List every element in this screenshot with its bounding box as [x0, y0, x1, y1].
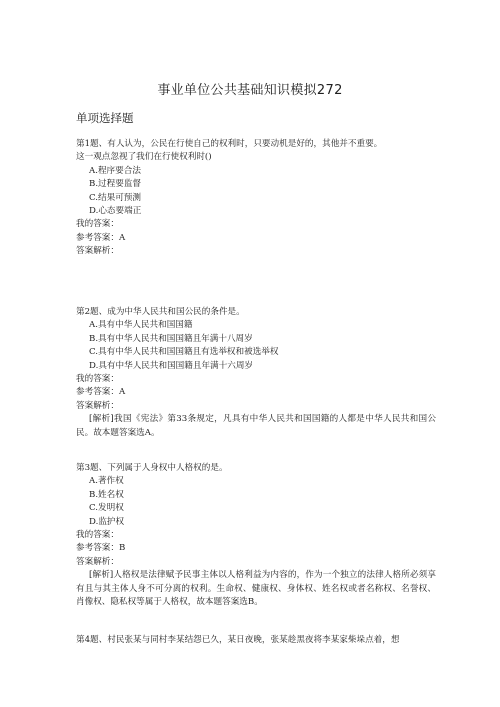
question-4 — [76, 634, 436, 647]
question-stem-line: 这一观点忽视了我们在行使权利时() — [76, 152, 212, 163]
reference-answer: 参考答案：B — [76, 543, 126, 554]
option-c: C.具有中华人民共和国国籍且有选举权和被选举权 — [89, 347, 279, 358]
option-c: C.发明权 — [89, 503, 124, 514]
option-d: D.具有中华人民共和国国籍且年满十六周岁 — [89, 360, 254, 371]
question-2 — [76, 306, 436, 440]
option-d: D.心态要端正 — [89, 205, 142, 216]
option-d: D.监护权 — [89, 516, 125, 527]
question-1 — [76, 138, 436, 259]
option-b: B.姓名权 — [89, 489, 124, 500]
section-heading: 单项选择题 — [76, 111, 134, 125]
analysis-label: 答案解析： — [76, 556, 119, 567]
question-stem-line: 第3题、下列属于人身权中人格权的是。 — [76, 463, 228, 473]
option-b: B.具有中华人民共和国国籍且年满十八周岁 — [89, 333, 253, 344]
my-answer-label: 我的答案： — [76, 373, 119, 384]
page-title: 事业单位公共基础知识模拟272 — [157, 83, 343, 98]
analysis-label: 答案解析： — [76, 400, 119, 411]
analysis-text: [解析]我国《宪法》第33条规定，凡具有中华人民共和国国籍的人都是中华人民共和国公民。故本题答案选A。 — [76, 414, 436, 438]
question-stem-line: 第2题、成为中华人民共和国公民的条件是。 — [76, 307, 245, 317]
question-3 — [76, 462, 436, 609]
option-c: C.结果可预测 — [89, 192, 141, 203]
option-a: A.著作权 — [89, 476, 124, 487]
option-a: A.程序要合法 — [89, 165, 141, 176]
option-b: B.过程要监督 — [89, 179, 142, 190]
my-answer-label: 我的答案： — [76, 529, 119, 540]
my-answer-label: 我的答案： — [76, 219, 119, 230]
option-a: A.具有中华人民共和国国籍 — [89, 320, 193, 331]
reference-answer: 参考答案：A — [76, 232, 126, 243]
question-stem-line: 第1题、有人认为，公民在行使自己的权利时，只要动机是好的，其他并不重要。 — [76, 139, 383, 149]
analysis-label: 答案解析： — [76, 246, 119, 257]
reference-answer: 参考答案：A — [76, 387, 126, 398]
analysis-text: [解析]人格权是法律赋予民事主体以人格利益为内容的，作为一个独立的法律人格所必须享有且与其主体人身不可分离的权利。生命权、健康权、身体权、姓名权或者名称权、名誉权、肖像权、隐私权等属于人格权，故本题答案选B。 — [76, 570, 436, 607]
question-stem-line: 第4题、村民张某与同村李某结怨已久，某日夜晚，张某趁黑夜将李某家柴垛点着，想 — [76, 635, 400, 645]
